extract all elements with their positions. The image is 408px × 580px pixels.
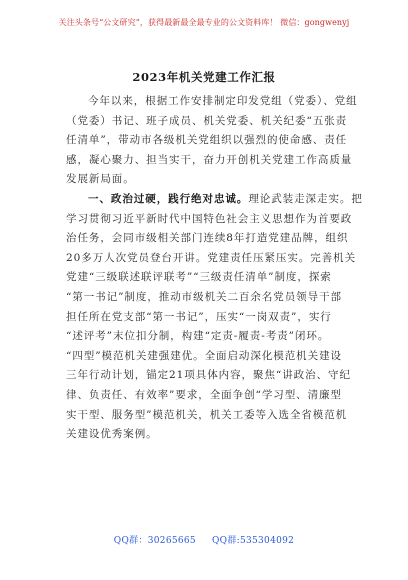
paragraph-line: （党委）书记、班子成员、机关党委、机关纪委“五张责 <box>66 114 348 127</box>
document-body <box>66 92 363 445</box>
paragraph-line: 20多万人次党员登台开讲。党建责任压紧压实。完善机关 <box>66 251 357 264</box>
footer-contact <box>0 533 408 546</box>
paragraph-line: 发展新局面。 <box>66 173 135 186</box>
section-heading-tail: 理论武装走深走实。把 <box>248 192 363 205</box>
paragraph-line: “第一书记”制度，推动市级机关二百余名党员领导干部 <box>66 290 342 303</box>
footer-qq-group-1: QQ群：30265665 <box>113 536 196 546</box>
paragraph-line: 任清单”，带动市各级机关党组织以强烈的使命感、责任 <box>66 134 348 147</box>
paragraph-line: 担任所在党支部“第一书记”，压实“一岗双责”，实行 <box>66 310 332 323</box>
paragraph-line: 律、负责任、有效率”要求，全面争创“学习型、清廉型 <box>66 388 342 401</box>
paragraph-line: 学习贯彻习近平新时代中国特色社会主义思想作为首要政 <box>66 212 353 225</box>
document-title: 2023年机关党建工作汇报 <box>132 70 276 84</box>
paragraph-line: 关建设优秀案例。 <box>66 428 158 441</box>
paragraph-line: 实干型、服务型”模范机关，机关工委等入选全省模范机 <box>66 408 348 421</box>
paragraph-line: “述评考”末位扣分制，构建“定责-履责-考责”闭环。 <box>66 330 330 343</box>
paragraph-line: 三年行动计划，锚定21项具体内容，聚焦“讲政治、守纪 <box>66 369 351 382</box>
paragraph-line: “四型”模范机关建强建优。全面启动深化模范机关建设 <box>66 349 342 362</box>
paragraph-line: 治任务，会同市级相关部门连续8年打造党建品牌，组织 <box>66 232 349 245</box>
header-note: 关注头条号“公文研究”，获得最新最全最专业的公文资料库！ 微信：gongwenyj <box>58 18 350 27</box>
paragraph-line: 党建“三级联述联评联考”“三级责任清单”制度，探索 <box>66 271 332 284</box>
footer-qq-group-2: QQ群:535304092 <box>211 536 295 546</box>
paragraph-line: 今年以来，根据工作安排制定印发党组（党委）、党组 <box>88 95 358 107</box>
section-heading: 一、政治过硬，践行绝对忠诚。 <box>88 192 249 205</box>
section-heading-line <box>66 190 363 210</box>
paragraph-line: 感，凝心聚力、担当实干，奋力开创机关党建工作高质量 <box>66 153 353 166</box>
